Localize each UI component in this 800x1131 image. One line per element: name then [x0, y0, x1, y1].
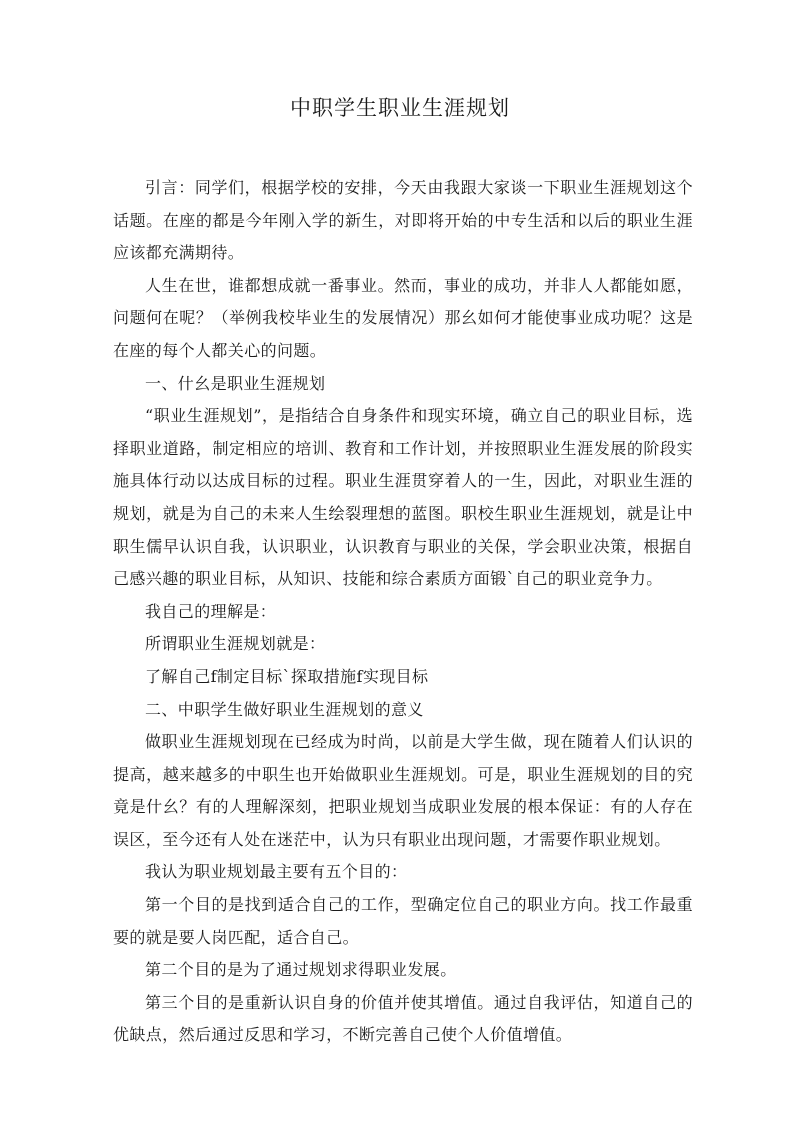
section-heading-2: 二、中职学生做好职业生涯规划的意义	[145, 699, 424, 719]
paragraph-five-purposes: 我认为职业规划最主要有五个目的：	[145, 862, 408, 882]
paragraph-purpose-3: 第三个目的是重新认识自身的价值并使其增值。通过自我评估，知道自己的优缺点，然后通过反思和学习，不断完善自己使个人价值增值。	[113, 992, 693, 1045]
paragraph-understanding: 我自己的理解是：	[145, 601, 277, 621]
paragraph-intro: 引言：同学们，根据学校的安排，今天由我跟大家谈一下职业生涯规划这个话题。在座的都是今年刚入学的新生，对即将开始的中专生活和以后的职业生涯应该都充满期待。	[113, 178, 693, 263]
section-heading-1: 一、什幺是职业生涯规划	[145, 373, 326, 393]
document-title: 中职学生职业生涯规划	[290, 96, 510, 120]
paragraph-so-called: 所谓职业生涯规划就是：	[145, 634, 326, 654]
paragraph-steps: 了解自己f制定目标`探取措施f实现目标	[145, 666, 429, 686]
paragraph-significance: 做职业生涯规划现在已经成为时尚，以前是大学生做，现在随着人们认识的提高，越来越多的中职生也开始做职业生涯规划。可是，职业生涯规划的目的究竟是什幺？有的人理解深刻，把职业规划当成职业发展的根本保证：有的人存在误区，至今还有人处在迷茫中，认为只有职业出现问题，才需要作职业规划。	[113, 732, 693, 849]
paragraph-question: 人生在世，谁都想成就一番事业。然而，事业的成功，并非人人都能如愿，问题何在呢？（举例我校毕业生的发展情况）那幺如何才能使事业成功呢？这是在座的每个人都关心的问题。	[113, 275, 693, 360]
paragraph-purpose-1: 第一个目的是找到适合自己的工作，型确定位自己的职业方向。找工作最重要的就是要人岗匹配，适合自己。	[113, 895, 693, 947]
paragraph-purpose-2: 第二个目的是为了通过规划求得职业发展。	[145, 960, 457, 980]
paragraph-definition: “职业生涯规划”，是指结合自身条件和现实环境，确立自己的职业目标，选择职业道路，制定相应的培训、教育和工作计划，并按照职业生涯发展的阶段实施具体行动以达成目标的过程。职业生涯贯穿着人的一生，因此，对职业生涯的规划，就是为自己的未来人生绘裂理想的蓝图。职校生职业生涯规划，就是让中职生儒早认识自我，认识职业，认识教育与职业的关保，学会职业决策，根据自己感兴趣的职业目标，从知识、技能和综合素质方面锻`自己的职业竞争力。	[113, 406, 693, 589]
document-body	[113, 172, 693, 1052]
